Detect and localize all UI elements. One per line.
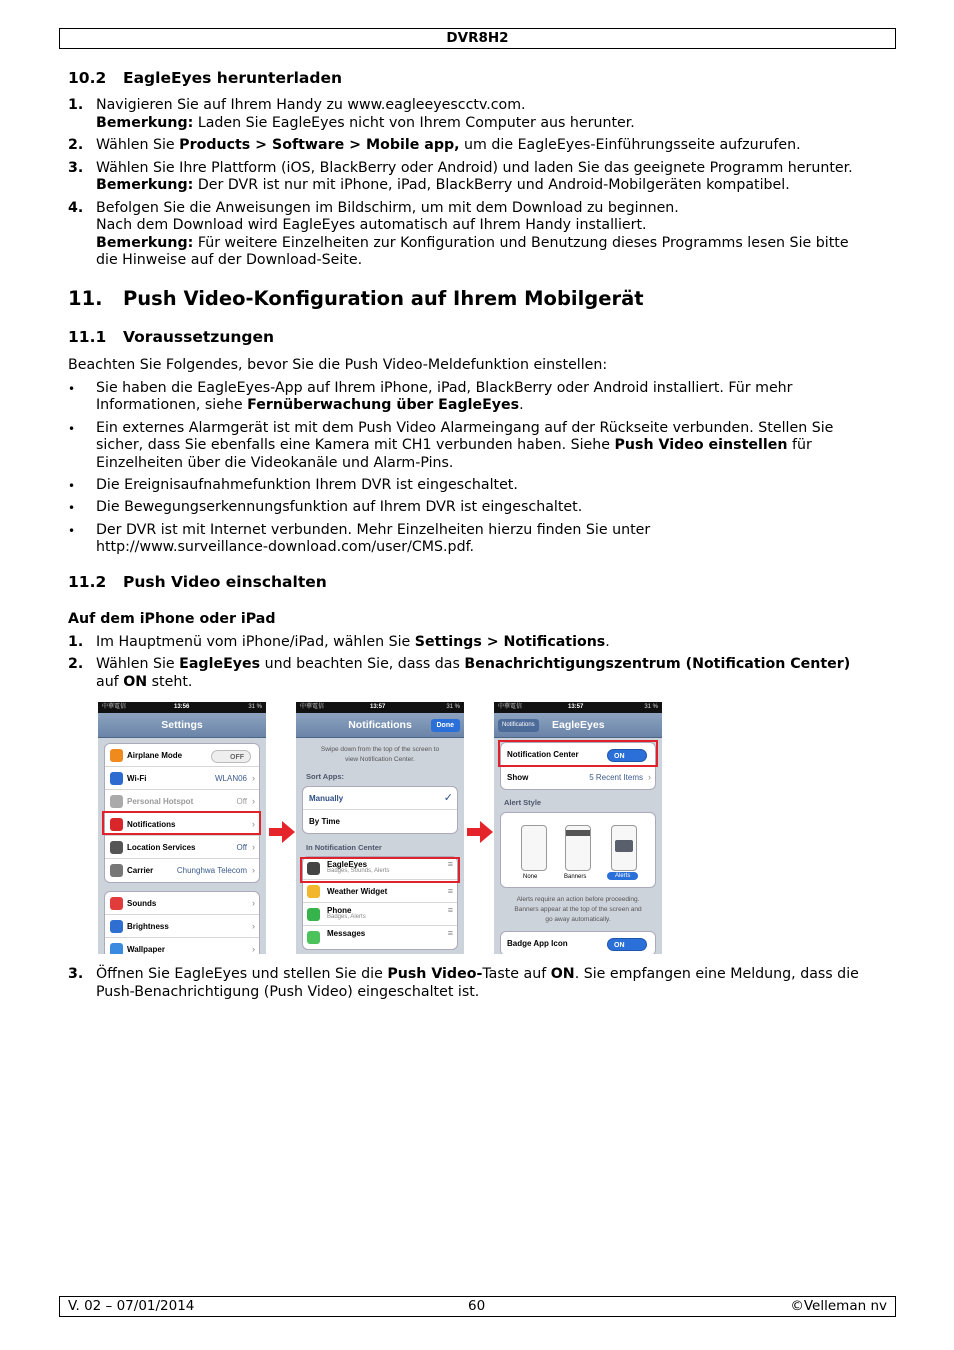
row-label: Manually xyxy=(309,794,344,803)
bold-text: Products > Software > Mobile app, xyxy=(179,137,460,153)
show-row[interactable] xyxy=(501,766,655,789)
hint-line: view Notification Center. xyxy=(345,756,415,763)
note-line: Banners appear at the top of the screen and xyxy=(514,906,642,913)
wallpaper-icon xyxy=(110,943,123,954)
nav-bar xyxy=(98,713,266,738)
note-label: Bemerkung: xyxy=(96,115,194,131)
item-text: Navigieren Sie auf Ihrem Handy zu www.eagleeyescctv.com. xyxy=(96,97,526,113)
alert-style-group xyxy=(500,812,656,888)
item-note xyxy=(96,177,790,194)
settings-row-wifi[interactable] xyxy=(105,767,259,790)
sort-by-time[interactable] xyxy=(303,810,457,833)
settings-row-hotspot[interactable] xyxy=(105,790,259,813)
sort-group xyxy=(302,786,458,834)
text: und beachten Sie, dass das xyxy=(260,656,465,672)
row-label: Badge App Icon xyxy=(507,939,568,948)
row-label: EagleEyes xyxy=(327,860,368,869)
chevron-right-icon: › xyxy=(252,842,255,852)
text: steht. xyxy=(147,674,193,690)
status-bar xyxy=(98,702,266,713)
section-number: 10.2 xyxy=(68,69,107,87)
airplane-icon xyxy=(110,749,123,762)
chevron-right-icon: › xyxy=(252,898,255,908)
section-number: 11.1 xyxy=(68,328,107,346)
battery-level: 31 % xyxy=(644,704,658,710)
bullet-link-text: http://www.surveillance-download.com/user/CMS.pdf. xyxy=(96,539,475,555)
intro-text: Beachten Sie Folgendes, bevor Sie die Push Video-Meldefunktion einstellen: xyxy=(68,357,608,373)
badge-toggle[interactable]: ON xyxy=(607,938,647,951)
row-value: Chunghwa Telecom xyxy=(176,866,247,875)
nav-title: EagleEyes xyxy=(552,719,605,731)
carrier-label: 中華電信 xyxy=(498,704,523,710)
settings-row-carrier[interactable] xyxy=(105,859,259,882)
chevron-right-icon: › xyxy=(252,944,255,954)
highlight-box xyxy=(102,811,261,835)
hint-line: Swipe down from the top of the screen to xyxy=(320,746,440,753)
text: für xyxy=(787,437,812,453)
style-label: Banners xyxy=(564,874,587,880)
item-text: Nach dem Download wird EagleEyes automatisch auf Ihrem Handy installiert. xyxy=(96,217,647,233)
bold-text: Settings > Notifications xyxy=(414,634,606,650)
step-text: Push-Benachrichtigung (Push Video) eingeschaltet ist. xyxy=(96,984,480,1000)
item-number: 2. xyxy=(68,137,84,153)
row-label: Brightness xyxy=(127,922,169,931)
alert-style-label: Alert Style xyxy=(504,798,542,807)
reorder-icon[interactable]: ≡ xyxy=(447,905,453,915)
chevron-right-icon: › xyxy=(252,921,255,931)
badge-row[interactable] xyxy=(501,932,655,954)
bold-text: EagleEyes xyxy=(179,656,261,672)
style-label-selected: Alerts xyxy=(607,872,638,880)
settings-row-wallpaper[interactable] xyxy=(105,938,259,954)
row-label: By Time xyxy=(309,817,340,826)
nav-title: Settings xyxy=(161,719,203,731)
footer-version: V. 02 – 07/01/2014 xyxy=(68,1298,195,1314)
row-label: Sounds xyxy=(127,899,157,908)
item-text: die Hinweise auf der Download-Seite. xyxy=(96,252,363,268)
carrier-icon xyxy=(110,864,123,877)
battery-level: 31 % xyxy=(446,704,460,710)
location-icon xyxy=(110,841,123,854)
bullet: • xyxy=(68,501,76,515)
phone-icon xyxy=(307,908,320,921)
row-label: Notification Center xyxy=(507,750,579,759)
settings-row-location[interactable] xyxy=(105,836,259,859)
highlight-box xyxy=(300,857,460,883)
alert-note xyxy=(494,895,662,925)
note-line: go away automatically. xyxy=(545,916,611,923)
note-label: Bemerkung: xyxy=(96,235,194,251)
hotspot-icon xyxy=(110,795,123,808)
item-number: 1. xyxy=(68,97,84,113)
settings-row-brightness[interactable] xyxy=(105,915,259,938)
row-sub: Badges, Sounds, Alerts xyxy=(327,868,390,874)
text: Wählen Sie xyxy=(96,656,180,672)
status-bar xyxy=(296,702,464,713)
carrier-label: 中華電信 xyxy=(102,704,127,710)
section-number: 11.2 xyxy=(68,573,107,591)
airplane-toggle[interactable]: OFF xyxy=(211,750,251,763)
bullet-text xyxy=(96,397,524,414)
page-number: 60 xyxy=(468,1298,486,1314)
section-10-2-heading xyxy=(68,69,342,87)
step-number: 3. xyxy=(68,966,84,982)
bullet-text: Die Bewegungserkennungsfunktion auf Ihrem DVR ist eingeschaltet. xyxy=(96,499,583,515)
page-footer xyxy=(59,1296,896,1317)
sort-manually[interactable] xyxy=(303,787,457,810)
arrow-right-icon xyxy=(467,821,493,843)
text: . xyxy=(605,634,610,650)
row-label: Show xyxy=(507,773,529,782)
row-value: WLAN06 xyxy=(214,774,247,783)
section-title: Push Video einschalten xyxy=(123,573,327,591)
bold-text: Push Video- xyxy=(387,966,483,982)
banner-bar xyxy=(566,830,590,836)
section-11-2-heading xyxy=(68,573,327,591)
text: . Sie empfangen eine Meldung, dass die xyxy=(574,966,859,982)
settings-row-airplane[interactable] xyxy=(105,744,259,767)
style-label: None xyxy=(523,874,538,880)
settings-row-sounds[interactable] xyxy=(105,892,259,915)
note-text: Der DVR ist nur mit iPhone, iPad, BlackBerry und Android-Mobilgeräten kompatibel. xyxy=(193,177,790,193)
text: sicher, dass Sie ebenfalls eine Kamera mit CH1 verbunden haben. Siehe xyxy=(96,437,615,453)
bullet-text: Die Ereignisaufnahmefunktion Ihrem DVR ist eingeschaltet. xyxy=(96,477,518,493)
chevron-right-icon: › xyxy=(648,772,651,782)
carrier-label: 中華電信 xyxy=(300,704,325,710)
checkmark-icon: ✓ xyxy=(443,792,453,804)
row-value: 5 Recent Items xyxy=(589,773,643,782)
app-row-weather[interactable] xyxy=(303,880,457,903)
reorder-icon[interactable]: ≡ xyxy=(447,928,453,938)
item-number: 4. xyxy=(68,200,84,216)
page-header xyxy=(59,28,896,49)
sounds-icon xyxy=(110,897,123,910)
step-number: 2. xyxy=(68,656,84,672)
row-value: Off xyxy=(236,843,247,852)
in-center-label: In Notification Center xyxy=(306,843,382,852)
text: auf xyxy=(96,674,124,690)
step-text xyxy=(96,966,859,983)
brightness-icon xyxy=(110,920,123,933)
nav-title: Notifications xyxy=(348,719,412,731)
note-label: Bemerkung: xyxy=(96,177,194,193)
text: Informationen, siehe xyxy=(96,397,248,413)
highlight-box xyxy=(498,740,658,767)
clock: 13:57 xyxy=(370,704,386,710)
bullet: • xyxy=(68,524,76,538)
step-text xyxy=(96,634,610,651)
step-number: 1. xyxy=(68,634,84,650)
chevron-right-icon: › xyxy=(252,773,255,783)
footer-copyright: ©Velleman nv xyxy=(790,1298,887,1314)
done-button[interactable]: Done xyxy=(431,719,461,732)
section-title: EagleEyes herunterladen xyxy=(123,69,343,87)
back-button[interactable]: Notifications xyxy=(498,719,539,732)
row-label: Notifications xyxy=(127,820,176,829)
chevron-right-icon: › xyxy=(252,865,255,875)
bold-text: Push Video einstellen xyxy=(614,437,788,453)
step-text xyxy=(96,656,850,673)
item-note xyxy=(96,235,849,252)
row-label: Location Services xyxy=(127,843,196,852)
reorder-icon[interactable]: ≡ xyxy=(447,886,453,896)
row-label: Personal Hotspot xyxy=(127,797,194,806)
text: Wählen Sie xyxy=(96,137,180,153)
header-title: DVR8H2 xyxy=(446,30,509,46)
item-text xyxy=(96,137,801,154)
messages-icon xyxy=(307,931,320,944)
text: . xyxy=(519,397,524,413)
wifi-icon xyxy=(110,772,123,785)
nav-bar xyxy=(494,713,662,738)
row-sub: Badges, Alerts xyxy=(327,914,366,920)
item-text: Befolgen Sie die Anweisungen im Bildschirm, um mit dem Download zu beginnen. xyxy=(96,200,679,216)
battery-level: 31 % xyxy=(248,704,262,710)
note-text: Für weitere Einzelheiten zur Konfiguration und Benutzung dieses Programms lesen Sie bitte xyxy=(193,235,849,251)
bold-text: Fernüberwachung über EagleEyes xyxy=(247,397,520,413)
style-alerts-preview[interactable] xyxy=(611,825,637,871)
notification-center-toggle[interactable]: ON xyxy=(607,749,647,762)
style-banners-preview[interactable] xyxy=(565,825,591,871)
text: Öffnen Sie EagleEyes und stellen Sie die xyxy=(96,966,388,982)
app-row-phone[interactable] xyxy=(303,903,457,926)
settings-group-2 xyxy=(104,891,260,954)
bullet-text: Der DVR ist mit Internet verbunden. Mehr Einzelheiten hierzu finden Sie unter xyxy=(96,522,651,538)
note-text: Laden Sie EagleEyes nicht von Ihrem Computer aus herunter. xyxy=(193,115,635,131)
text: Taste auf xyxy=(482,966,551,982)
bullet-text: Sie haben die EagleEyes-App auf Ihrem iPhone, iPad, BlackBerry oder Android installiert. Für mehr xyxy=(96,380,793,396)
bullet-text: Ein externes Alarmgerät ist mit dem Push Video Alarmeingang auf der Rückseite verbunden. Stellen Sie xyxy=(96,420,834,436)
row-label: Phone xyxy=(327,906,352,915)
bold-text: Benachrichtigungszentrum (Notification Center) xyxy=(464,656,851,672)
reorder-icon[interactable]: ≡ xyxy=(447,859,453,869)
row-label: Wallpaper xyxy=(127,945,165,954)
row-value: Off xyxy=(236,797,247,806)
section-11-1-heading xyxy=(68,328,274,346)
item-text: Wählen Sie Ihre Plattform (iOS, BlackBerry oder Android) und laden Sie das geeignete Programm herunter. xyxy=(96,160,853,176)
chevron-right-icon: › xyxy=(252,819,255,829)
status-bar xyxy=(494,702,662,713)
subheading: Auf dem iPhone oder iPad xyxy=(68,611,276,627)
row-label: Messages xyxy=(327,929,366,938)
row-label: Wi-Fi xyxy=(127,774,147,783)
text: Im Hauptmenü vom iPhone/iPad, wählen Sie xyxy=(96,634,415,650)
screenshot-eagleeyes xyxy=(494,702,662,954)
bullet: • xyxy=(68,479,76,493)
bullet: • xyxy=(68,382,76,396)
item-number: 3. xyxy=(68,160,84,176)
arrow-right-icon xyxy=(269,821,295,843)
step-text xyxy=(96,674,192,691)
screenshot-settings xyxy=(98,702,266,954)
text: um die EagleEyes-Einführungsseite aufzurufen. xyxy=(459,137,801,153)
section-title: Push Video-Konfiguration auf Ihrem Mobilgerät xyxy=(123,287,644,310)
style-none-preview[interactable] xyxy=(521,825,547,871)
badge-group xyxy=(500,931,656,954)
item-note xyxy=(96,115,635,132)
row-label: Carrier xyxy=(127,866,154,875)
section-title: Voraussetzungen xyxy=(123,328,275,346)
clock: 13:56 xyxy=(174,704,190,710)
row-label: Airplane Mode xyxy=(127,751,183,760)
section-11-heading xyxy=(68,287,644,310)
app-row-messages[interactable] xyxy=(303,926,457,949)
bullet: • xyxy=(68,422,76,436)
screenshot-notifications xyxy=(296,702,464,954)
section-number: 11. xyxy=(68,287,103,310)
note-line: Alerts require an action before proceeding. xyxy=(516,896,640,903)
row-label: Weather Widget xyxy=(327,887,388,896)
sort-label: Sort Apps: xyxy=(306,772,345,781)
clock: 13:57 xyxy=(568,704,584,710)
bold-text: ON xyxy=(550,966,575,982)
alert-box xyxy=(615,840,633,852)
nav-bar xyxy=(296,713,464,738)
bullet-text xyxy=(96,437,812,454)
bold-text: ON xyxy=(123,674,148,690)
bullet-text: Einzelheiten über die Videokanäle und Alarm-Pins. xyxy=(96,455,454,471)
chevron-right-icon: › xyxy=(252,796,255,806)
weather-icon xyxy=(307,885,320,898)
hint xyxy=(296,745,464,765)
